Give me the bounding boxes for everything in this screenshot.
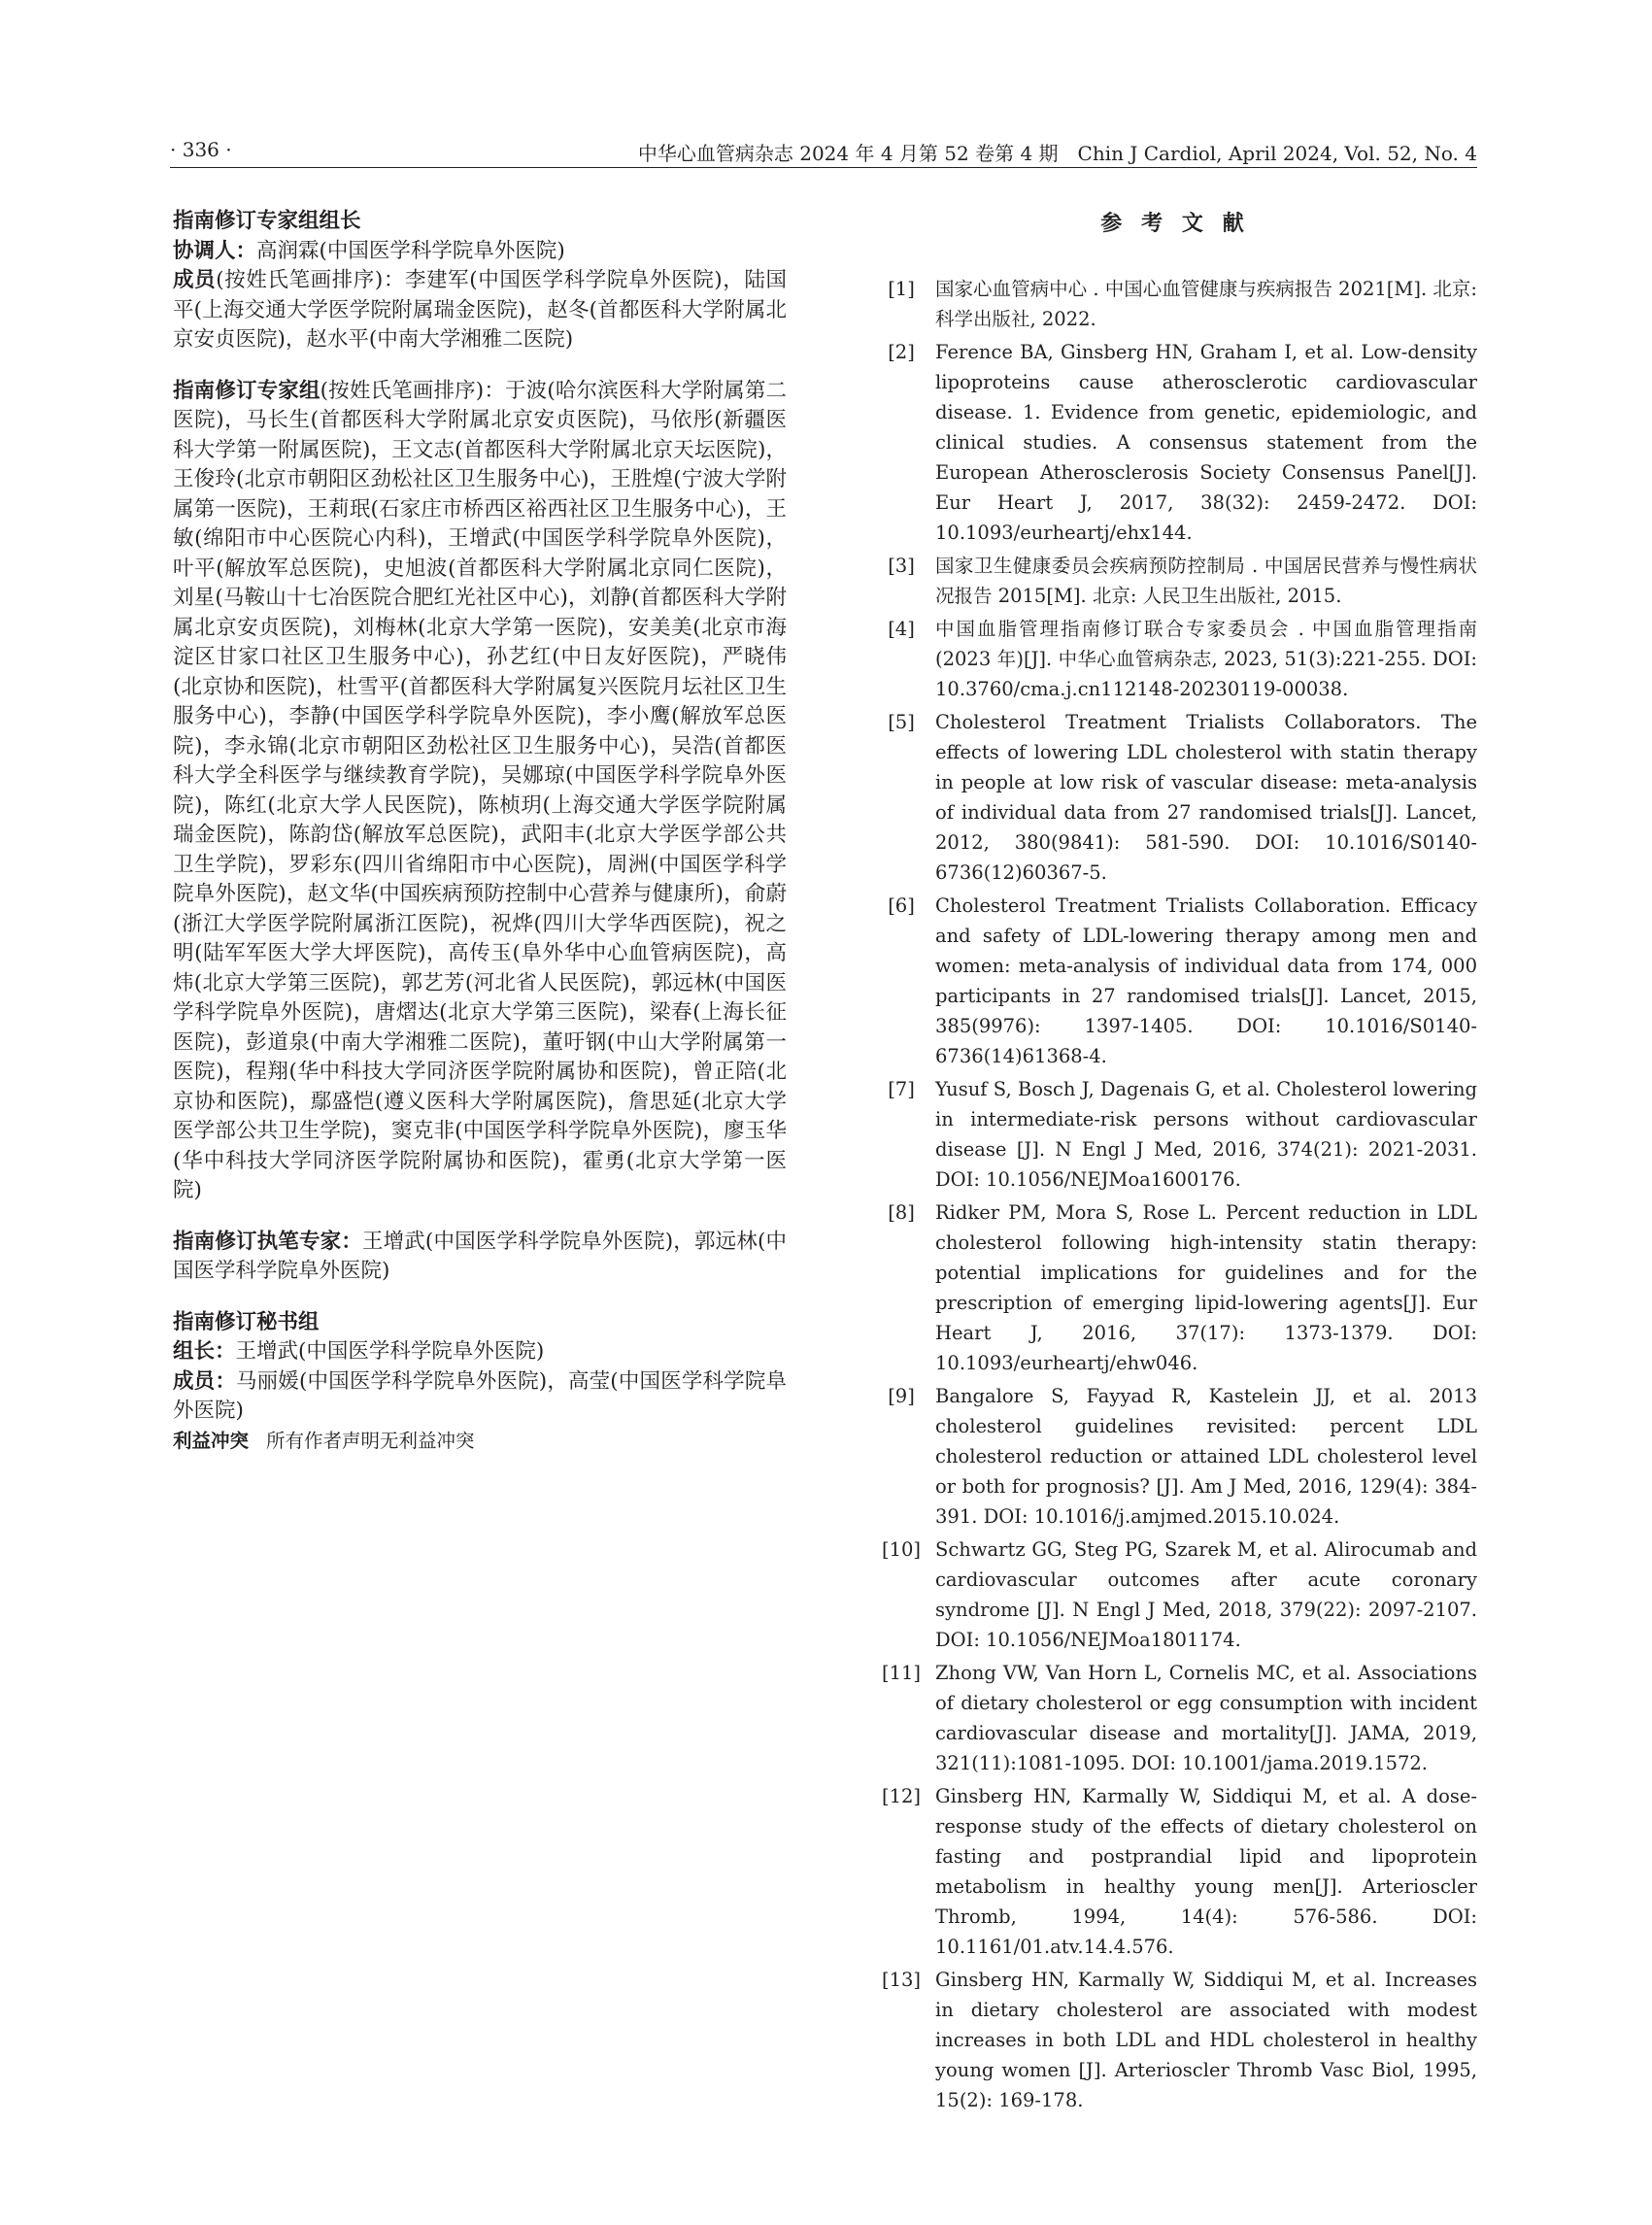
coordinator-paragraph [173,237,787,267]
expert-group-text: (按姓氏笔画排序)：于波(哈尔滨医科大学附属第二医院)，马长生(首都医科大学附属北京安贞医院)，马依彤(新疆医科大学第一附属医院)，王文志(首都医科大学附属北京天坛医院)，王俊玲(北京市朝阳区劲松社区卫生服务中心)，王胜煌(宁波大学附属第一医院)，王莉珉(石家庄市桥西区裕西社区卫生服务中心)，王敏(绵阳市中心医院心内科)，王增武(中国医学科学院阜外医院)，叶平(解放军总医院)，史旭波(首都医科大学附属北京同仁医院)，刘星(马鞍山十七冶医院合肥红光社区中心)，刘静(首都医科大学附属北京安贞医院)，刘梅林(北京大学第一医院)，安美美(北京市海淀区甘家口社区卫生服务中心)，孙艺红(中日友好医院)，严晓伟(北京协和医院)，杜雪平(首都医科大学附属复兴医院月坛社区卫生服务中心)，李静(中国医学科学院阜外医院)，李小鹰(解放军总医院)，李永锦(北京市朝阳区劲松社区卫生服务中心)，吴浩(首都医科大学全科医学与继续教育学院)，吴娜琼(中国医学科学院阜外医院)，陈红(北京大学人民医院)，陈桢玥(上海交通大学医学院附属瑞金医院)，陈韵岱(解放军总医院)，武阳丰(北京大学医学部公共卫生学院)，罗彩东(四川省绵阳市中心医院)，周洲(中国医学科学院阜外医院)，赵文华(中国疾病预防控制中心营养与健康所)，俞蔚(浙江大学医学院附属浙江医院)，祝烨(四川大学华西医院)，祝之明(陆军军医大学大坪医院)，高传玉(阜外华中心血管病医院)，高炜(北京大学第三医院)，郭艺芳(河北省人民医院)，郭远林(中国医学科学院阜外医院)，唐熠达(北京大学第三医院)，梁春(上海长征医院)，彭道泉(中南大学湘雅二医院)，董吁钢(中山大学附属第一医院)，程翔(华中科技大学同济医学院附属协和医院)，曾正陪(北京协和医院)，鄢盛恺(遵义医科大学附属医院)，詹思延(北京大学医学部公共卫生学院)，窦克非(中国医学科学院阜外医院)，廖玉华(华中科技大学同济医学院附属协和医院)，霍勇(北京大学第一医院) [173,378,787,1202]
coi-text: 所有作者声明无利益冲突 [266,1429,475,1452]
reference-text: Ginsberg HN, Karmally W, Siddiqui M, et al. Increases in dietary cholesterol are associated with modest increases in both LDL and HDL cholesterol in healthy young women [J]. Arterioscler Thromb Vasc Biol, 1995, 15(2): 169-178. [935,1969,1477,2111]
reference-item [867,1381,1477,1532]
coordinator-text: 高润霖(中国医学科学院阜外医院) [256,238,565,263]
secretary-members-paragraph [173,1367,787,1427]
reference-item [867,891,1477,1071]
reference-text: Cholesterol Treatment Trialists Collaborators. The effects of lowering LDL cholesterol with statin therapy in people at low risk of vascular disease: meta-analysis of individual data from 27 randomised trials[J]. Lancet, 2012, 380(9841): 581-590. DOI: 10.1016/S0140-6736(12)60367-5. [935,711,1477,884]
reference-text: 国家卫生健康委员会疾病预防控制局 . 中国居民营养与慢性病状况报告 2015[M]. 北京: 人民卫生出版社, 2015. [935,555,1477,607]
reference-list [867,274,1477,2115]
reference-number: [10] [881,1538,922,1561]
group-leader-heading: 指南修订专家组组长 [173,209,361,233]
reference-number: [3] [888,555,915,577]
secretary-leader-label: 组长： [173,1339,236,1364]
author-list-column [173,207,787,1456]
secretary-heading: 指南修订秘书组 [173,1309,320,1334]
secretary-leader-text: 王增武(中国医学科学院阜外医院) [235,1339,545,1364]
reference-number: [11] [881,1662,922,1684]
reference-text: Cholesterol Treatment Trialists Collaboration. Efficacy and safety of LDL-lowering therapy among men and women: meta-analysis of individual data from 174, 000 participants in 27 randomised trials[J]. Lancet, 2015, 385(9976): 1397-1405. DOI: 10.1016/S0140-6736(14)61368-4. [935,894,1477,1067]
page-number: · 336 · [170,138,232,161]
reference-item [867,1534,1477,1655]
expert-group-paragraph [173,377,787,1206]
reference-item [867,1658,1477,1778]
writing-experts-text: 王增武(中国医学科学院阜外医院)，郭远林(中国医学科学院阜外医院) [173,1229,787,1283]
reference-item [867,707,1477,888]
conflict-of-interest [173,1427,787,1457]
reference-item [867,614,1477,704]
coi-label: 利益冲突 [173,1429,250,1452]
reference-text: Ginsberg HN, Karmally W, Siddiqui M, et al. A dose-response study of the effects of dietary cholesterol on fasting and postprandial lipid and lipoprotein metabolism in healthy young men[J]. Arterioscler Thromb, 1994, 14(4): 576-586. DOI: 10.1161/01.atv.14.4.576. [935,1785,1477,1958]
coordinator-label: 协调人： [173,238,257,263]
writing-experts-label: 指南修订执笔专家： [173,1229,362,1254]
members-label: 成员 [173,268,217,292]
references-title: 参考文献 [1100,211,1264,236]
page-header [170,138,1477,168]
reference-number: [6] [888,894,915,917]
reference-text: Ference BA, Ginsberg HN, Graham I, et al. Low-density lipoproteins cause atherosclerotic cardiovascular disease. 1. Evidence from genetic, epidemiologic, and clinical studies. A consensus statement from the European Atherosclerosis Society Consensus Panel[J]. Eur Heart J, 2017, 38(32): 2459-2472. DOI: 10.1093/eurheartj/ehx144. [935,341,1477,544]
reference-text: Yusuf S, Bosch J, Dagenais G, et al. Cholesterol lowering in intermediate-risk persons without cardiovascular disease [J]. N Engl J Med, 2016, 374(21): 2021-2031. DOI: 10.1056/NEJMoa1600176. [935,1078,1477,1191]
reference-item [867,274,1477,334]
reference-item [867,337,1477,548]
reference-number: [1] [888,278,915,300]
reference-text: 国家心血管病中心 . 中国心血管健康与疾病报告 2021[M]. 北京: 科学出版社, 2022. [935,278,1477,330]
references-column [867,207,1477,2118]
writing-experts-paragraph [173,1228,787,1287]
reference-text: Bangalore S, Fayyad R, Kastelein JJ, et al. 2013 cholesterol guidelines revisited: percent LDL cholesterol reduction or attained LDL cholesterol level or both for prognosis? [J]. Am J Med, 2016, 129(4): 384-391. DOI: 10.1016/j.amjmed.2015.10.024. [935,1385,1477,1528]
reference-text: 中国血脂管理指南修订联合专家委员会 . 中国血脂管理指南(2023 年)[J]. 中华心血管病杂志, 2023, 51(3):221-255. DOI: 10.3760/cma.j.cn112148-20230119-00038. [935,618,1477,700]
reference-text: Schwartz GG, Steg PG, Szarek M, et al. Alirocumab and cardiovascular outcomes after acute coronary syndrome [J]. N Engl J Med, 2018, 379(22): 2097-2107. DOI: 10.1056/NEJMoa1801174. [935,1538,1477,1651]
reference-number: [12] [881,1785,922,1807]
reference-number: [13] [881,1969,922,1991]
members-paragraph [173,266,787,355]
reference-number: [9] [888,1385,915,1407]
reference-number: [4] [888,618,915,640]
reference-text: Zhong VW, Van Horn L, Cornelis MC, et al. Associations of dietary cholesterol or egg consumption with incident cardiovascular disease and mortality[J]. JAMA, 2019, 321(11):1081-1095. DOI: 10.1001/jama.2019.1572. [935,1662,1477,1774]
reference-number: [7] [888,1078,915,1100]
expert-group-label: 指南修订专家组 [173,378,320,403]
members-text: (按姓氏笔画排序)：李建军(中国医学科学院阜外医院)，陆国平(上海交通大学医学院附属瑞金医院)，赵冬(首都医科大学附属北京安贞医院)，赵水平(中南大学湘雅二医院) [173,268,787,352]
reference-item [867,1074,1477,1195]
reference-number: [8] [888,1201,915,1224]
secretary-leader-paragraph [173,1337,787,1367]
reference-number: [5] [888,711,915,733]
reference-item [867,1965,1477,2115]
reference-item [867,551,1477,611]
running-head: 中华心血管病杂志 2024 年 4 月第 52 卷第 4 期 Chin J Cardiol, April 2024, Vol. 52, No. 4 [637,142,1477,165]
reference-item [867,1197,1477,1378]
secretary-members-text: 马丽媛(中国医学科学院阜外医院)，高莹(中国医学科学院阜外医院) [173,1368,787,1423]
reference-number: [2] [888,341,915,363]
secretary-members-label: 成员： [173,1368,236,1394]
reference-text: Ridker PM, Mora S, Rose L. Percent reduction in LDL cholesterol following high-intensity statin therapy: potential implications for guidelines and for the prescription of emerging lipid-lowering agents[J]. Eur Heart J, 2016, 37(17): 1373-1379. DOI: 10.1093/eurheartj/ehw046. [935,1201,1477,1374]
reference-item [867,1781,1477,1962]
